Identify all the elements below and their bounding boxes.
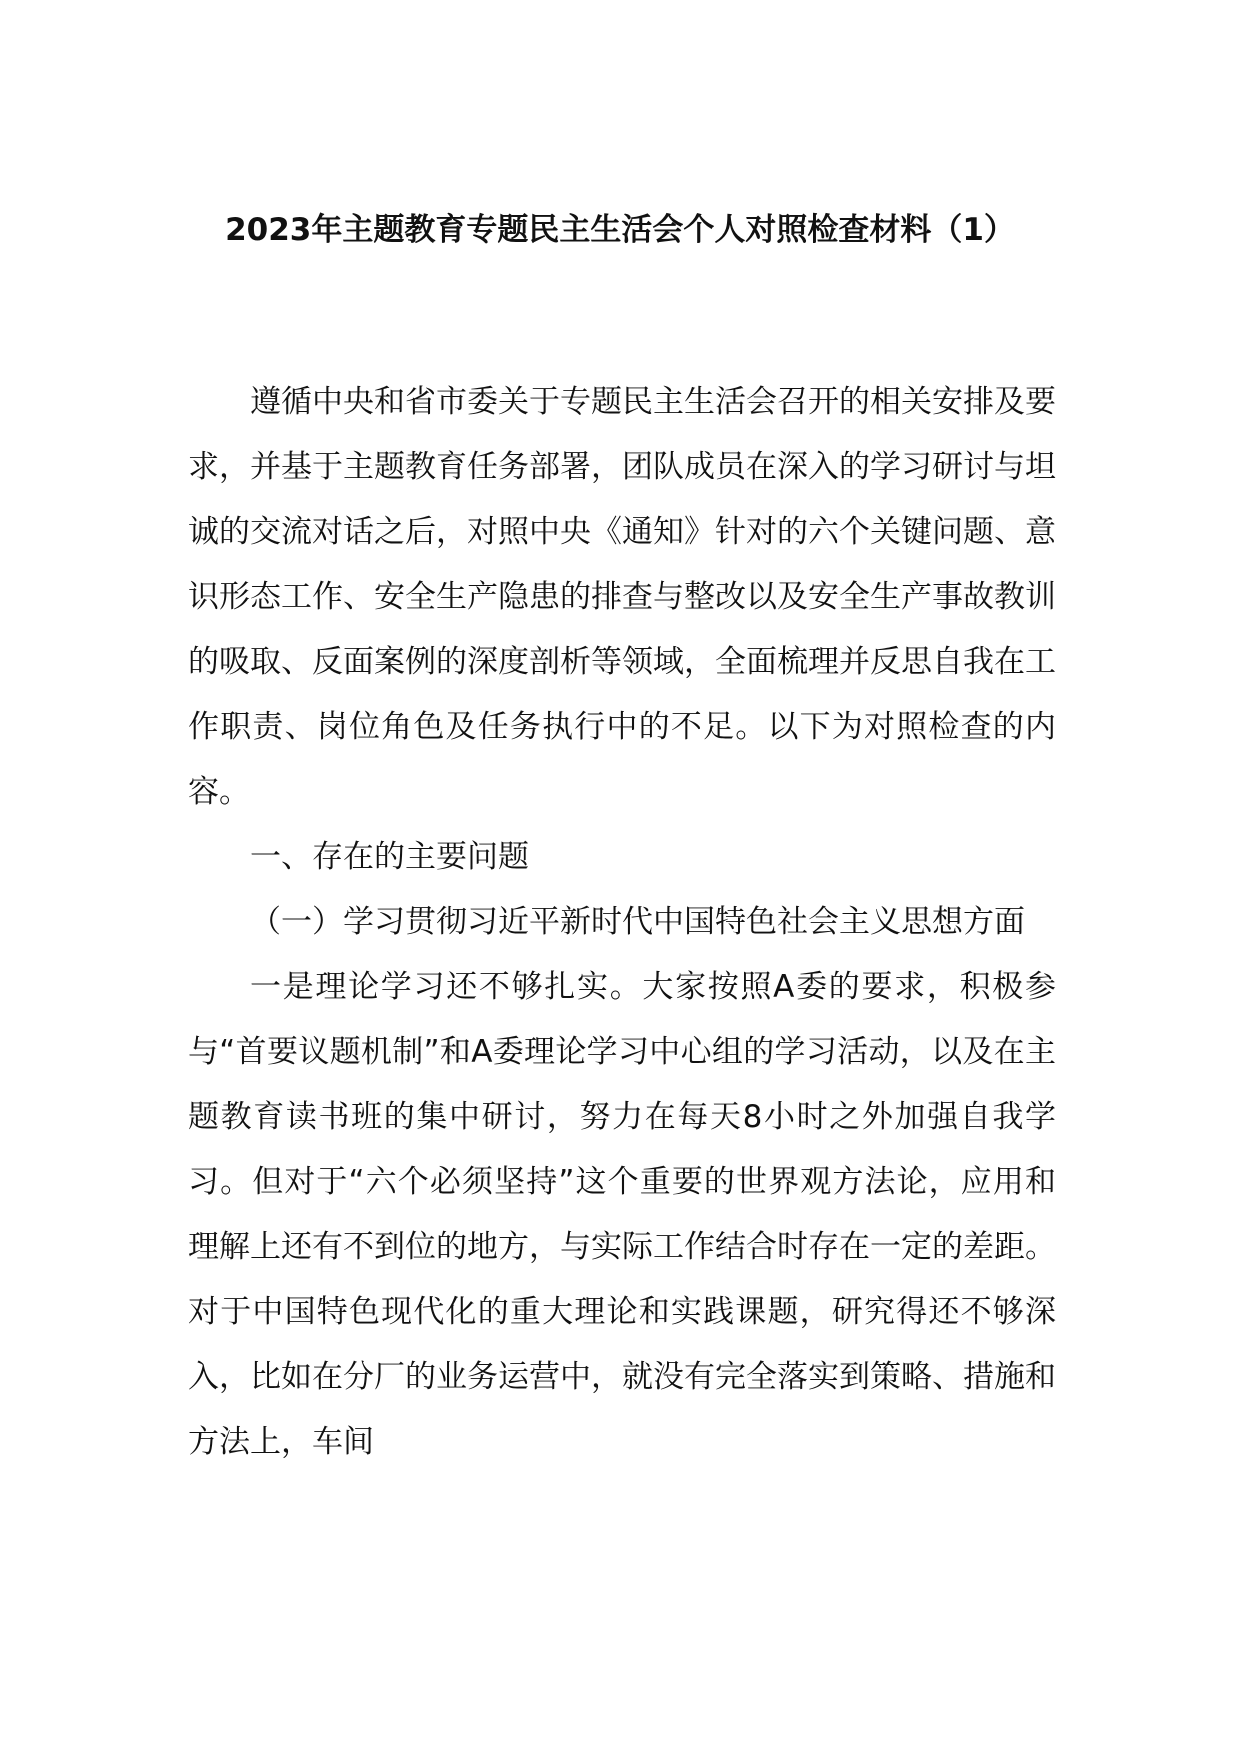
document-body [188,370,1056,1475]
subsection-heading-study-thought: （一）学习贯彻习近平新时代中国特色社会主义思想方面 [250,904,1025,940]
intro-paragraph: 遵循中央和省市委关于专题民主生活会召开的相关安排及要求，并基于主题教育任务部署，团队成员在深入的学习研讨与坦诚的交流对话之后，对照中央《通知》针对的六个关键问题、意识形态工作、安全生产隐患的排查与整改以及安全生产事故教训的吸取、反面案例的深度剖析等领域，全面梳理并反思自我在工作职责、岗位角色及任务执行中的不足。以下为对照检查的内容。 [188,384,1056,810]
paragraph-theory-study: 一是理论学习还不够扎实。大家按照A委的要求，积极参与“首要议题机制”和A委理论学习中心组的学习活动，以及在主题教育读书班的集中研讨，努力在每天8小时之外加强自我学习。但对于“六个必须坚持”这个重要的世界观方法论，应用和理解上还有不到位的地方，与实际工作结合时存在一定的差距。对于中国特色现代化的重大理论和实践课题，研究得还不够深入，比如在分厂的业务运营中，就没有完全落实到策略、措施和方法上，车间 [188,969,1056,1460]
document-title: 2023年主题教育专题民主生活会个人对照检查材料（1） [225,212,1015,248]
section-heading-main-problems: 一、存在的主要问题 [250,839,529,875]
